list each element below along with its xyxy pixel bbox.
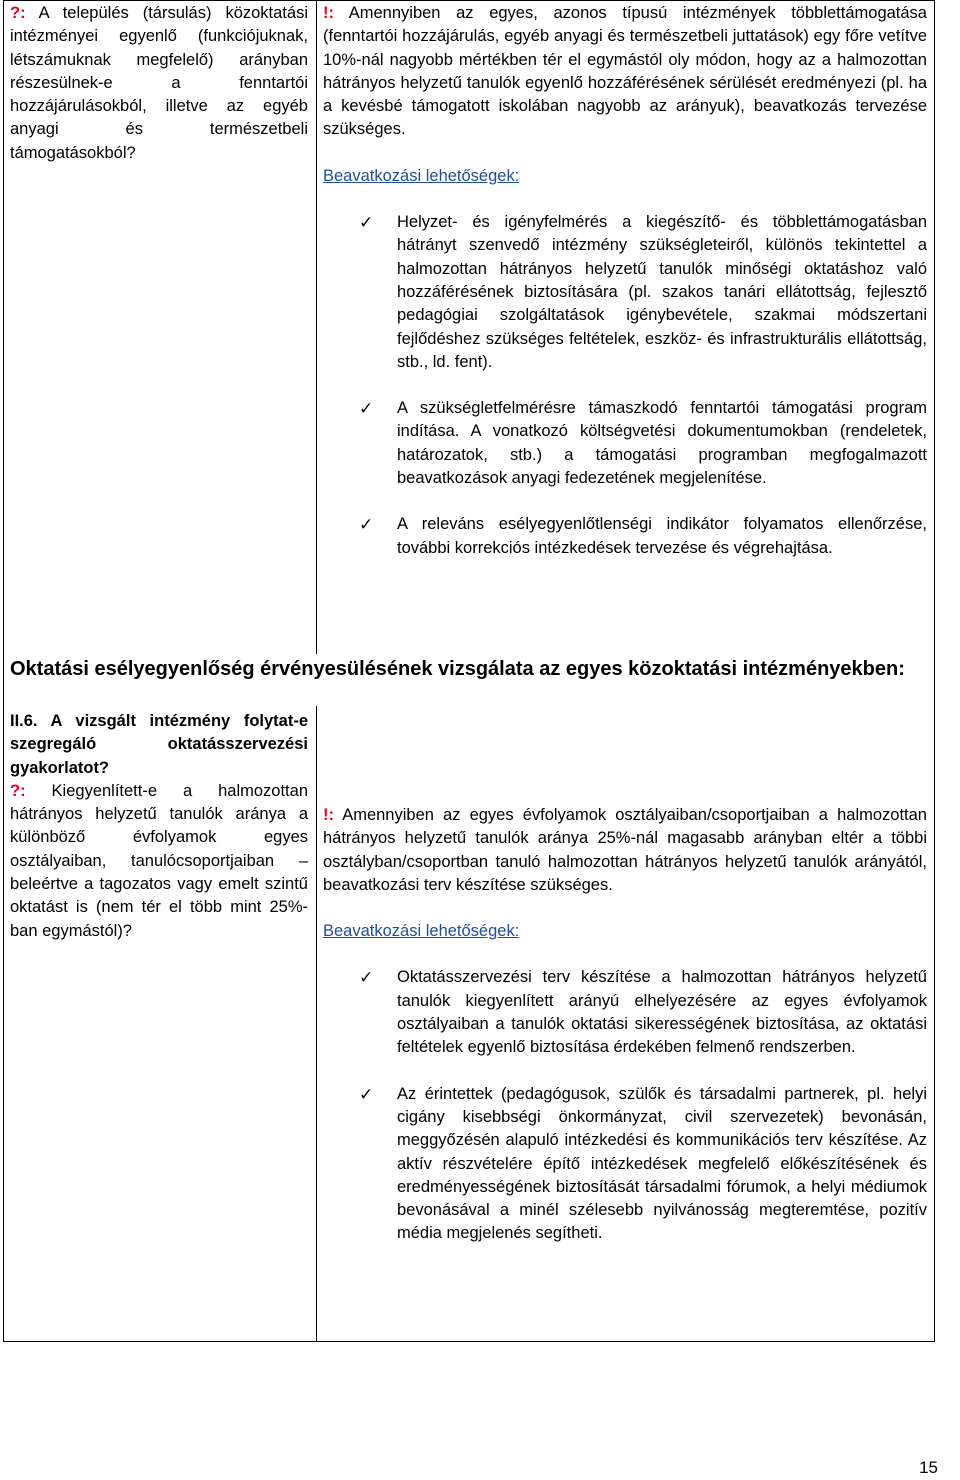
list-item: ✓ Az érintettek (pedagógusok, szülők és társadalmi partnerek, pl. helyi cigány kisebbségi önkormányzat, civil szervezetek) bevonásán, meggyőzésén alapuló intézkedési és kommunikációs terv készítése. Az aktív részvételére építő intézkedések megfelelő előkészítésének és eredményességének biztosítását társadalmi fórumok, a helyi médiumok bevonásával a minél szélesebb nyilvánosság megteremtése, pozitív média megjelenés segítheti. xyxy=(359,1084,927,1243)
section2-right-cell xyxy=(323,804,927,1246)
section1-options-list xyxy=(323,211,927,560)
notice-mark: !: xyxy=(323,4,334,22)
check-icon: ✓ xyxy=(359,968,374,988)
notice-mark: !: xyxy=(323,806,334,824)
section1-options-heading: Beavatkozási lehetőségek: xyxy=(323,166,520,185)
list-item: ✓ Oktatásszervezési terv készítése a halmozottan hátrányos helyzetű tanulók kiegyenlített arányú elhelyezésére az egyes évfolyamok osztályaiban a tanulók oktatási sikerességének biztosítása, az oktatási feltételek egyenlő biztosítása érdekében felmenő rendszerben. xyxy=(359,968,927,1057)
list-item: ✓ A releváns esélyegyenlőtlenségi indikátor folyamatos ellenőrzése, további korrekciós intézkedések tervezése és végrehajtása. xyxy=(359,515,927,557)
check-icon: ✓ xyxy=(359,399,374,419)
table-column-divider xyxy=(316,706,317,1342)
section-header xyxy=(10,658,927,681)
table-left-border xyxy=(3,0,4,1342)
check-icon: ✓ xyxy=(359,213,374,233)
table-bottom-border xyxy=(3,1341,935,1342)
list-item: ✓ Helyzet- és igényfelmérés a kiegészítő- és többlettámogatásban hátrányt szenvedő intézmény szükségleteiről, különös tekintettel a halmozottan hátrányos helyzetű tanulók minőségi oktatáshoz való hozzáférésének biztosítására (pl. szakos tanári ellátottság, fejlesztő pedagógiai szolgáltatások igénybevétele, szakmai módszertani fejlődéshez szükséges feltételek, eszköz- és infrastrukturális ellátottság, stb., ld. fent). xyxy=(359,213,927,371)
question-mark: ?: xyxy=(10,781,26,800)
section2-title: II.6. A vizsgált intézmény folytat-e szegregáló oktatásszervezési gyakorlatot? xyxy=(10,712,308,777)
table-top-border xyxy=(3,0,935,1)
section1-left-cell xyxy=(10,2,308,165)
section1-right-cell xyxy=(323,2,927,560)
page-number: 15 xyxy=(919,1458,938,1477)
section1-question: ?: A település (társulás) közoktatási intézményei egyenlő (funkciójuknak, létszámuknak megfelelő) arányban részesülnek-e a fenntartói hozzájárulásokból, illetve az egyéb anyagi és természetbeli támogatásokból? xyxy=(10,4,308,162)
question-mark: ?: xyxy=(10,4,26,22)
list-item: ✓ A szükségletfelmérésre támaszkodó fenntartói támogatási program indítása. A vonatkozó költségvetési dokumentumokban (rendeletek, határozatok, stb.) a támogatási programban megfogalmazott beavatkozások anyagi fedezetének megjelenítése. xyxy=(359,399,927,488)
table-column-divider xyxy=(316,0,317,654)
section1-notice: !: Amennyiben az egyes, azonos típusú intézmények többlettámogatása (fenntartói hozzájárulás, egyéb anyagi és természetbeli juttatások) egy főre vetítve 10%-nál nagyobb mértékben tér el egymástól oly módon, hogy az a halmozottan hátrányos helyzetű tanulók egyenlő hozzáférésének sérülését eredményezi (pl. ha a kevésbé támogatott iskolában nagyobb az arányuk), beavatkozás tervezése szükséges. xyxy=(323,4,927,139)
section2-question: ?: Kiegyenlített-e a halmozottan hátrányos helyzetű tanulók aránya a különböző évfolyamok egyes osztályaiban, tanulócsoportjaiban – beleértve a tagozatos vagy emelt szintű oktatást is (nem tér el több mint 25%-ban egymástól)? xyxy=(10,781,308,940)
section2-options-heading: Beavatkozási lehetőségek: xyxy=(323,922,520,941)
section-title: Oktatási esélyegyenlőség érvényesülésének vizsgálata az egyes közoktatási intézményekben: xyxy=(10,658,905,680)
section2-options-list xyxy=(323,966,927,1245)
check-icon: ✓ xyxy=(359,1084,374,1104)
section2-code: II.6. xyxy=(10,712,38,730)
section2-left-cell xyxy=(10,710,308,943)
section2-notice: !: Amennyiben az egyes évfolyamok osztályaiban/csoportjaiban a halmozottan hátrányos helyzetű tanulók aránya 25%-nál magasabb arányban eltér a többi osztályban/csoportban tanuló halmozottan hátrányos helyzetű tanulók arányától, beavatkozási terv készítése szükséges. xyxy=(323,806,927,894)
check-icon: ✓ xyxy=(359,515,374,535)
table-right-border xyxy=(934,0,935,1342)
